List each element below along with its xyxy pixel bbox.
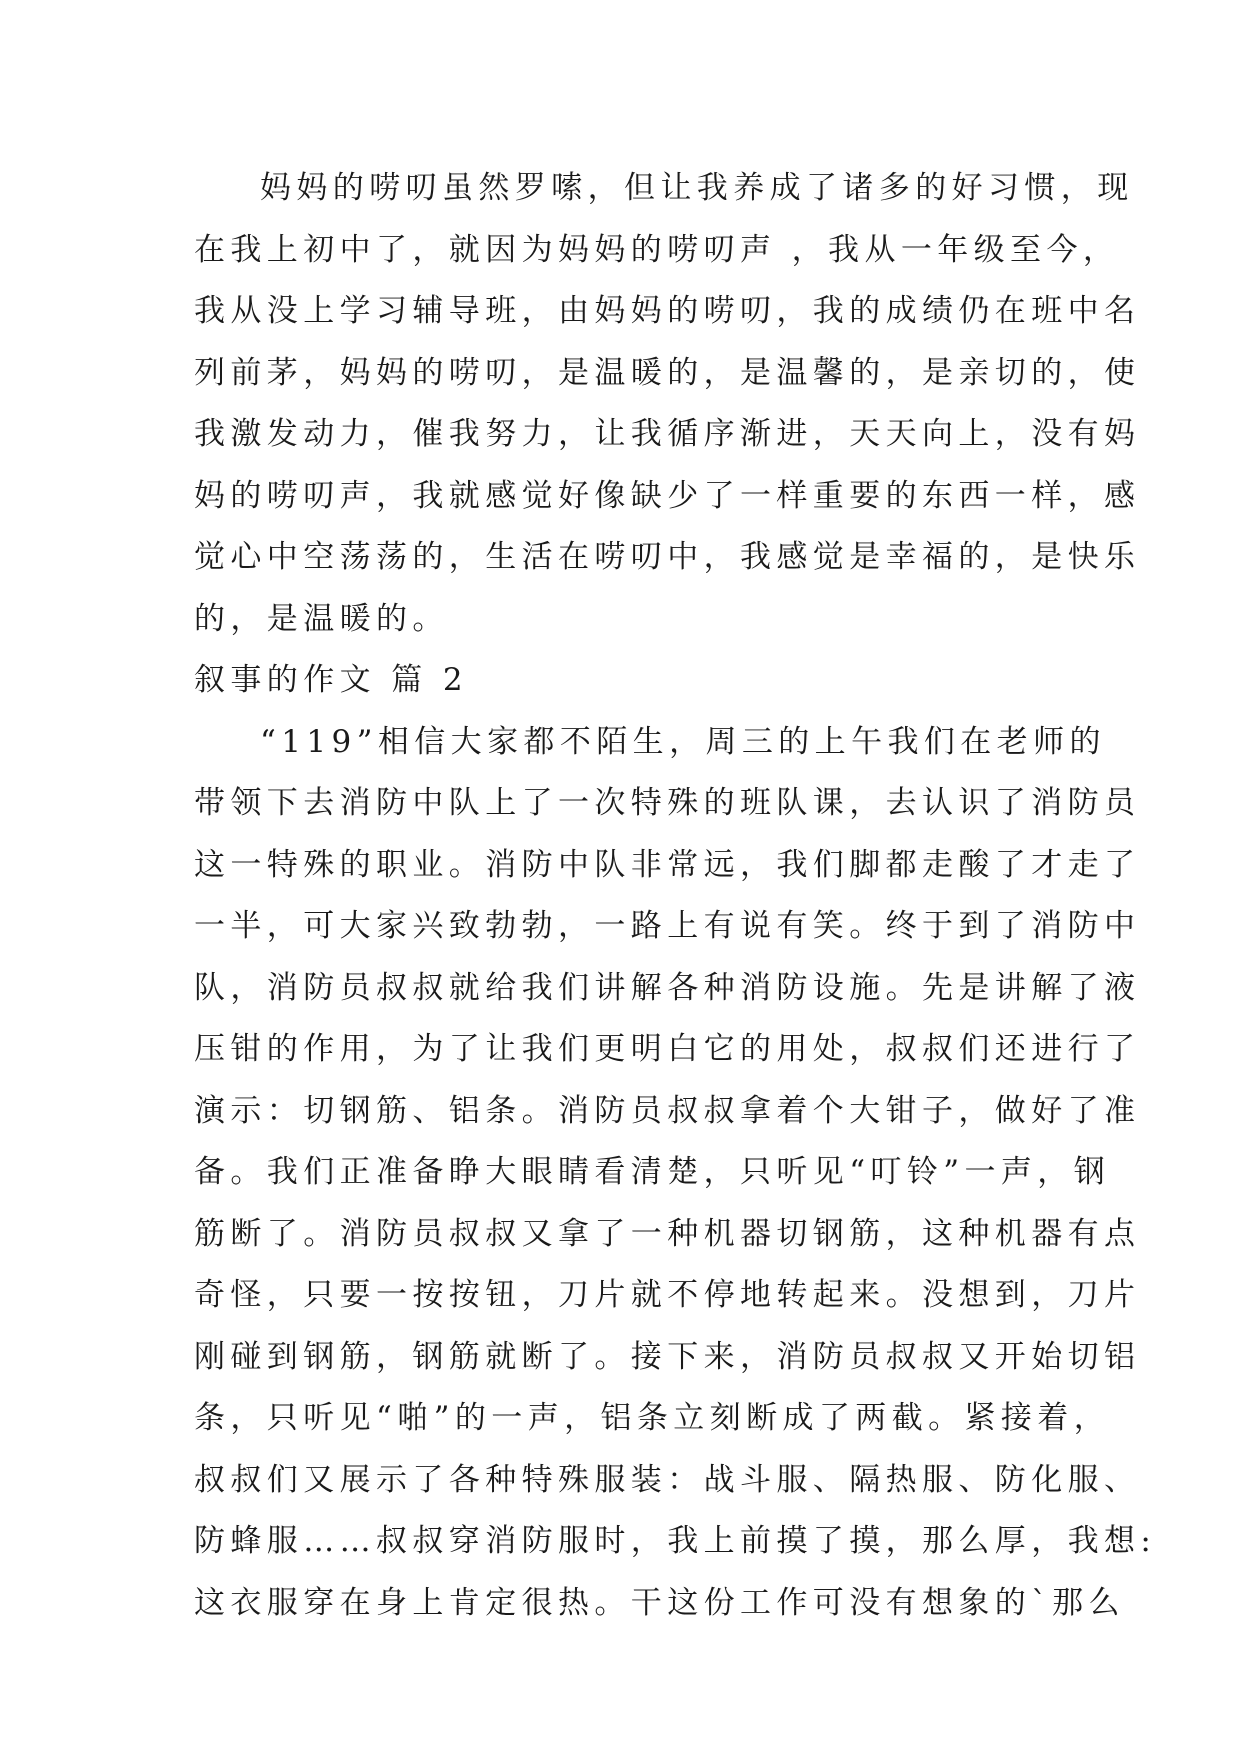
paragraph-1-line: 我激发动力，催我努力，让我循序渐进，天天向上，没有妈: [194, 416, 1141, 452]
section-heading: 叙事的作文 篇 2: [194, 662, 469, 698]
paragraph-2-line: 条，只听见“啪”的一声，铝条立刻断成了两截。紧接着，: [194, 1400, 1111, 1436]
paragraph-2-line: 刚碰到钢筋，钢筋就断了。接下来，消防员叔叔又开始切铝: [194, 1338, 1141, 1375]
paragraph-1-line: 妈妈的唠叨虽然罗嗦，但让我养成了诸多的好习惯，现: [260, 170, 1134, 206]
paragraph-2-line: 压钳的作用，为了让我们更明白它的用处，叔叔们还进行了: [194, 1031, 1141, 1067]
paragraph-2-line: 备。我们正准备睁大眼睛看清楚，只听见“叮铃”一声，钢: [194, 1154, 1111, 1190]
paragraph-2-line: 带领下去消防中队上了一次特殊的班队课，去认识了消防员: [194, 785, 1141, 821]
paragraph-2-line: 演示：切钢筋、铝条。消防员叔叔拿着个大钳子，做好了准: [194, 1092, 1141, 1129]
paragraph-2-line: 叔叔们又展示了各种特殊服装：战斗服、隔热服、防化服、: [194, 1461, 1141, 1498]
paragraph-1-line: 觉心中空荡荡的，生活在唠叨中，我感觉是幸福的，是快乐: [194, 539, 1141, 575]
paragraph-1-line: 的，是温暖的。: [194, 600, 449, 637]
paragraph-2-line: 一半，可大家兴致勃勃，一路上有说有笑。终于到了消防中: [194, 908, 1141, 944]
paragraph-1-line: 妈的唠叨声，我就感觉好像缺少了一样重要的东西一样，感: [194, 477, 1141, 514]
paragraph-1-line: 在我上初中了，就因为妈妈的唠叨声 ，我从一年级至今，: [194, 231, 1120, 268]
paragraph-2-line: 这一特殊的职业。消防中队非常远，我们脚都走酸了才走了: [194, 846, 1141, 883]
paragraph-2-line: 奇怪，只要一按按钮，刀片就不停地转起来。没想到，刀片: [194, 1277, 1141, 1313]
paragraph-2-line: 队，消防员叔叔就给我们讲解各种消防设施。先是讲解了液: [194, 969, 1141, 1006]
paragraph-2-line: 防蜂服……叔叔穿消防服时，我上前摸了摸，那么厚，我想:: [194, 1523, 1157, 1559]
paragraph-2-line: “119”相信大家都不陌生，周三的上午我们在老师的: [260, 723, 1106, 760]
document-body: [194, 158, 1157, 1634]
paragraph-1-line: 我从没上学习辅导班，由妈妈的唠叨，我的成绩仍在班中名: [194, 293, 1141, 329]
paragraph-2-line: 筋断了。消防员叔叔又拿了一种机器切钢筋，这种机器有点: [194, 1215, 1141, 1252]
paragraph-2-line: 这衣服穿在身上肯定很热。干这份工作可没有想象的`那么: [194, 1584, 1125, 1621]
paragraph-1-line: 列前茅，妈妈的唠叨，是温暖的，是温馨的，是亲切的，使: [194, 354, 1141, 391]
